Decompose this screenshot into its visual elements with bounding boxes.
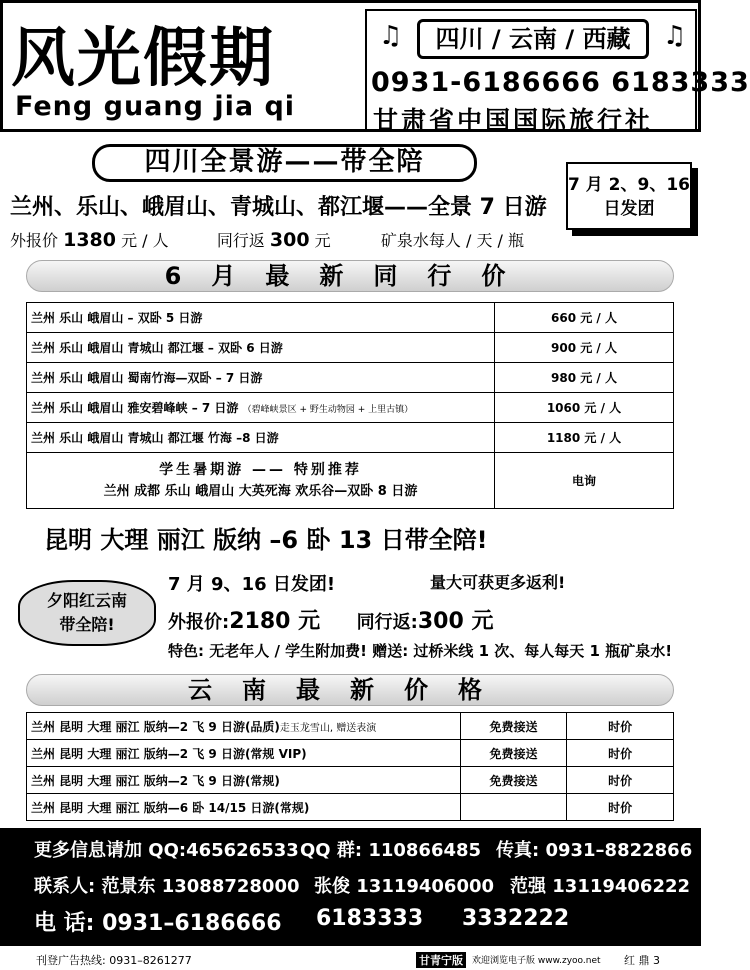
student-route: 兰州 成都 乐山 峨眉山 大英死海 欢乐谷—双卧 8 日游 xyxy=(103,483,418,499)
table-row xyxy=(27,453,674,509)
route-cell: 兰州 昆明 大理 丽江 版纳—6 卧 14/15 日游(常规) xyxy=(27,794,461,821)
page-number: 红 鼎 3 xyxy=(624,954,660,967)
header-phone: 0931-6186666 6183333 xyxy=(371,67,750,98)
rebate-value: 300 元 xyxy=(417,609,494,634)
price-cell: 时价 xyxy=(567,740,674,767)
speaker-right-icon: ♫ xyxy=(663,21,687,51)
promo-price-row xyxy=(10,228,524,251)
badge-line: 带全陪! xyxy=(59,615,115,634)
yunnan-price-table xyxy=(26,712,674,821)
water-note: 矿泉水每人 / 天 / 瓶 xyxy=(380,231,525,250)
service-cell: 免费接送 xyxy=(460,767,567,794)
promo-route: 兰州、乐山、峨眉山、青城山、都江堰——全景 7 日游 xyxy=(10,195,547,220)
rebate-value: 300 xyxy=(269,229,310,251)
departure-dates-box xyxy=(566,162,692,230)
header-info-box xyxy=(365,9,750,135)
rebate-label: 同行返: xyxy=(356,612,418,633)
footer-row-contacts xyxy=(0,872,701,902)
agency-name: 甘肃省中国国际旅行社 xyxy=(373,106,654,135)
kunming-tour-title: 昆明 大理 丽江 版纳 –6 卧 13 日带全陪! xyxy=(44,526,488,554)
route-cell: 兰州 昆明 大理 丽江 版纳—2 飞 9 日游(品质)走玉龙雪山, 赠送表演 xyxy=(27,713,461,740)
footer-row-phones xyxy=(0,906,701,936)
price-cell: 1180 元 / 人 xyxy=(495,423,674,453)
sunset-badge xyxy=(18,580,156,646)
price-label: 外报价 xyxy=(10,231,64,250)
contact-person: 张俊 13119406000 xyxy=(314,876,495,897)
kunming-price-row xyxy=(168,604,493,635)
yunnan-prices-banner: 云南最新价格 xyxy=(26,674,674,706)
route-cell: 兰州 昆明 大理 丽江 版纳—2 飞 9 日游(常规) xyxy=(27,767,461,794)
logo-text: 风光假期 xyxy=(11,21,275,96)
price-value: 2180 元 xyxy=(229,609,321,634)
price-unit: 元 / 人 xyxy=(115,231,169,250)
contact-person: 联系人: 范景东 13088728000 xyxy=(34,876,300,897)
service-cell: 免费接送 xyxy=(460,713,567,740)
table-row xyxy=(27,423,674,453)
kunming-dates: 7 月 9、16 日发团! xyxy=(168,574,336,595)
service-cell: 免费接送 xyxy=(460,740,567,767)
price-cell: 时价 xyxy=(567,794,674,821)
route-cell: 兰州 乐山 峨眉山 青城山 都江堰 – 双卧 6 日游 xyxy=(27,333,495,363)
route-cell: 兰州 昆明 大理 丽江 版纳—2 飞 9 日游(常规 VIP) xyxy=(27,740,461,767)
price-cell: 1060 元 / 人 xyxy=(495,393,674,423)
badge-line: 夕阳红云南 xyxy=(46,591,127,610)
table-row xyxy=(27,333,674,363)
contact-person: 范强 13119406222 xyxy=(510,876,691,897)
logo-pinyin: Feng guang jia qi xyxy=(15,91,296,122)
route-cell: 兰州 乐山 峨眉山 青城山 都江堰 竹海 –8 日游 xyxy=(27,423,495,453)
telephone: 电 话: 0931–6186666 xyxy=(34,911,282,936)
price-cell: 时价 xyxy=(567,767,674,794)
kunming-rebate-note: 量大可获更多返利! xyxy=(430,573,566,592)
departure-dates: 7 月 2、9、16 xyxy=(568,175,690,195)
route-note: 走玉龙雪山, 赠送表演 xyxy=(279,722,377,734)
speaker-left-icon: ♫ xyxy=(379,21,403,51)
promo-title: 四川全景游——带全陪 xyxy=(92,144,477,182)
table-row xyxy=(27,740,674,767)
june-price-table xyxy=(26,302,674,509)
rebate-label: 同行返 xyxy=(216,231,270,250)
price-cell: 时价 xyxy=(567,713,674,740)
destinations-label: 四川 / 云南 / 西藏 xyxy=(417,19,649,59)
fax-number: 传真: 0931–8822866 xyxy=(496,840,693,861)
price-cell: 660 元 / 人 xyxy=(495,303,674,333)
student-special-cell xyxy=(27,453,495,509)
telephone: 6183333 xyxy=(316,906,424,931)
table-row xyxy=(27,393,674,423)
contact-footer xyxy=(0,828,701,946)
service-cell xyxy=(460,794,567,821)
header xyxy=(0,0,750,135)
student-title: 学生暑期游 —— 特别推荐 xyxy=(159,461,362,478)
june-prices-banner: 6月最新同行价 xyxy=(26,260,674,292)
route-note: （碧峰峡景区 + 野生动物园 + 上里古镇） xyxy=(242,405,414,415)
website-note: 欢迎浏览电子版 www.zyoo.net xyxy=(472,956,601,966)
footer-row-qq xyxy=(0,836,701,866)
table-row xyxy=(27,303,674,333)
price-cell: 900 元 / 人 xyxy=(495,333,674,363)
telephone: 3332222 xyxy=(462,906,570,931)
table-row xyxy=(27,713,674,740)
rebate-unit: 元 xyxy=(309,231,331,250)
kunming-features: 特色: 无老年人 / 学生附加费! 赠送: 过桥米线 1 次、每人每天 1 瓶矿泉水! xyxy=(168,642,673,660)
publisher-logo: 甘青宁版 xyxy=(416,952,466,968)
table-row xyxy=(27,767,674,794)
qq-number: 更多信息请加 QQ:465626533 xyxy=(34,840,299,861)
route-cell: 兰州 乐山 峨眉山 雅安碧峰峡 – 7 日游 （碧峰峡景区 + 野生动物园 + 上里古镇） xyxy=(27,393,495,423)
price-cell: 980 元 / 人 xyxy=(495,363,674,393)
route-cell: 兰州 乐山 峨眉山 蜀南竹海—双卧 – 7 日游 xyxy=(27,363,495,393)
table-row xyxy=(27,794,674,821)
price-label: 外报价: xyxy=(168,612,230,633)
bottom-bar xyxy=(0,948,701,970)
price-cell: 电询 xyxy=(495,453,674,509)
price-value: 1380 xyxy=(63,229,116,251)
qq-group: QQ 群: 110866485 xyxy=(300,840,482,861)
departure-label: 日发团 xyxy=(603,199,655,219)
table-row xyxy=(27,363,674,393)
ad-hotline: 刊登广告热线: 0931–8261277 xyxy=(36,954,192,967)
route-cell: 兰州 乐山 峨眉山 – 双卧 5 日游 xyxy=(27,303,495,333)
